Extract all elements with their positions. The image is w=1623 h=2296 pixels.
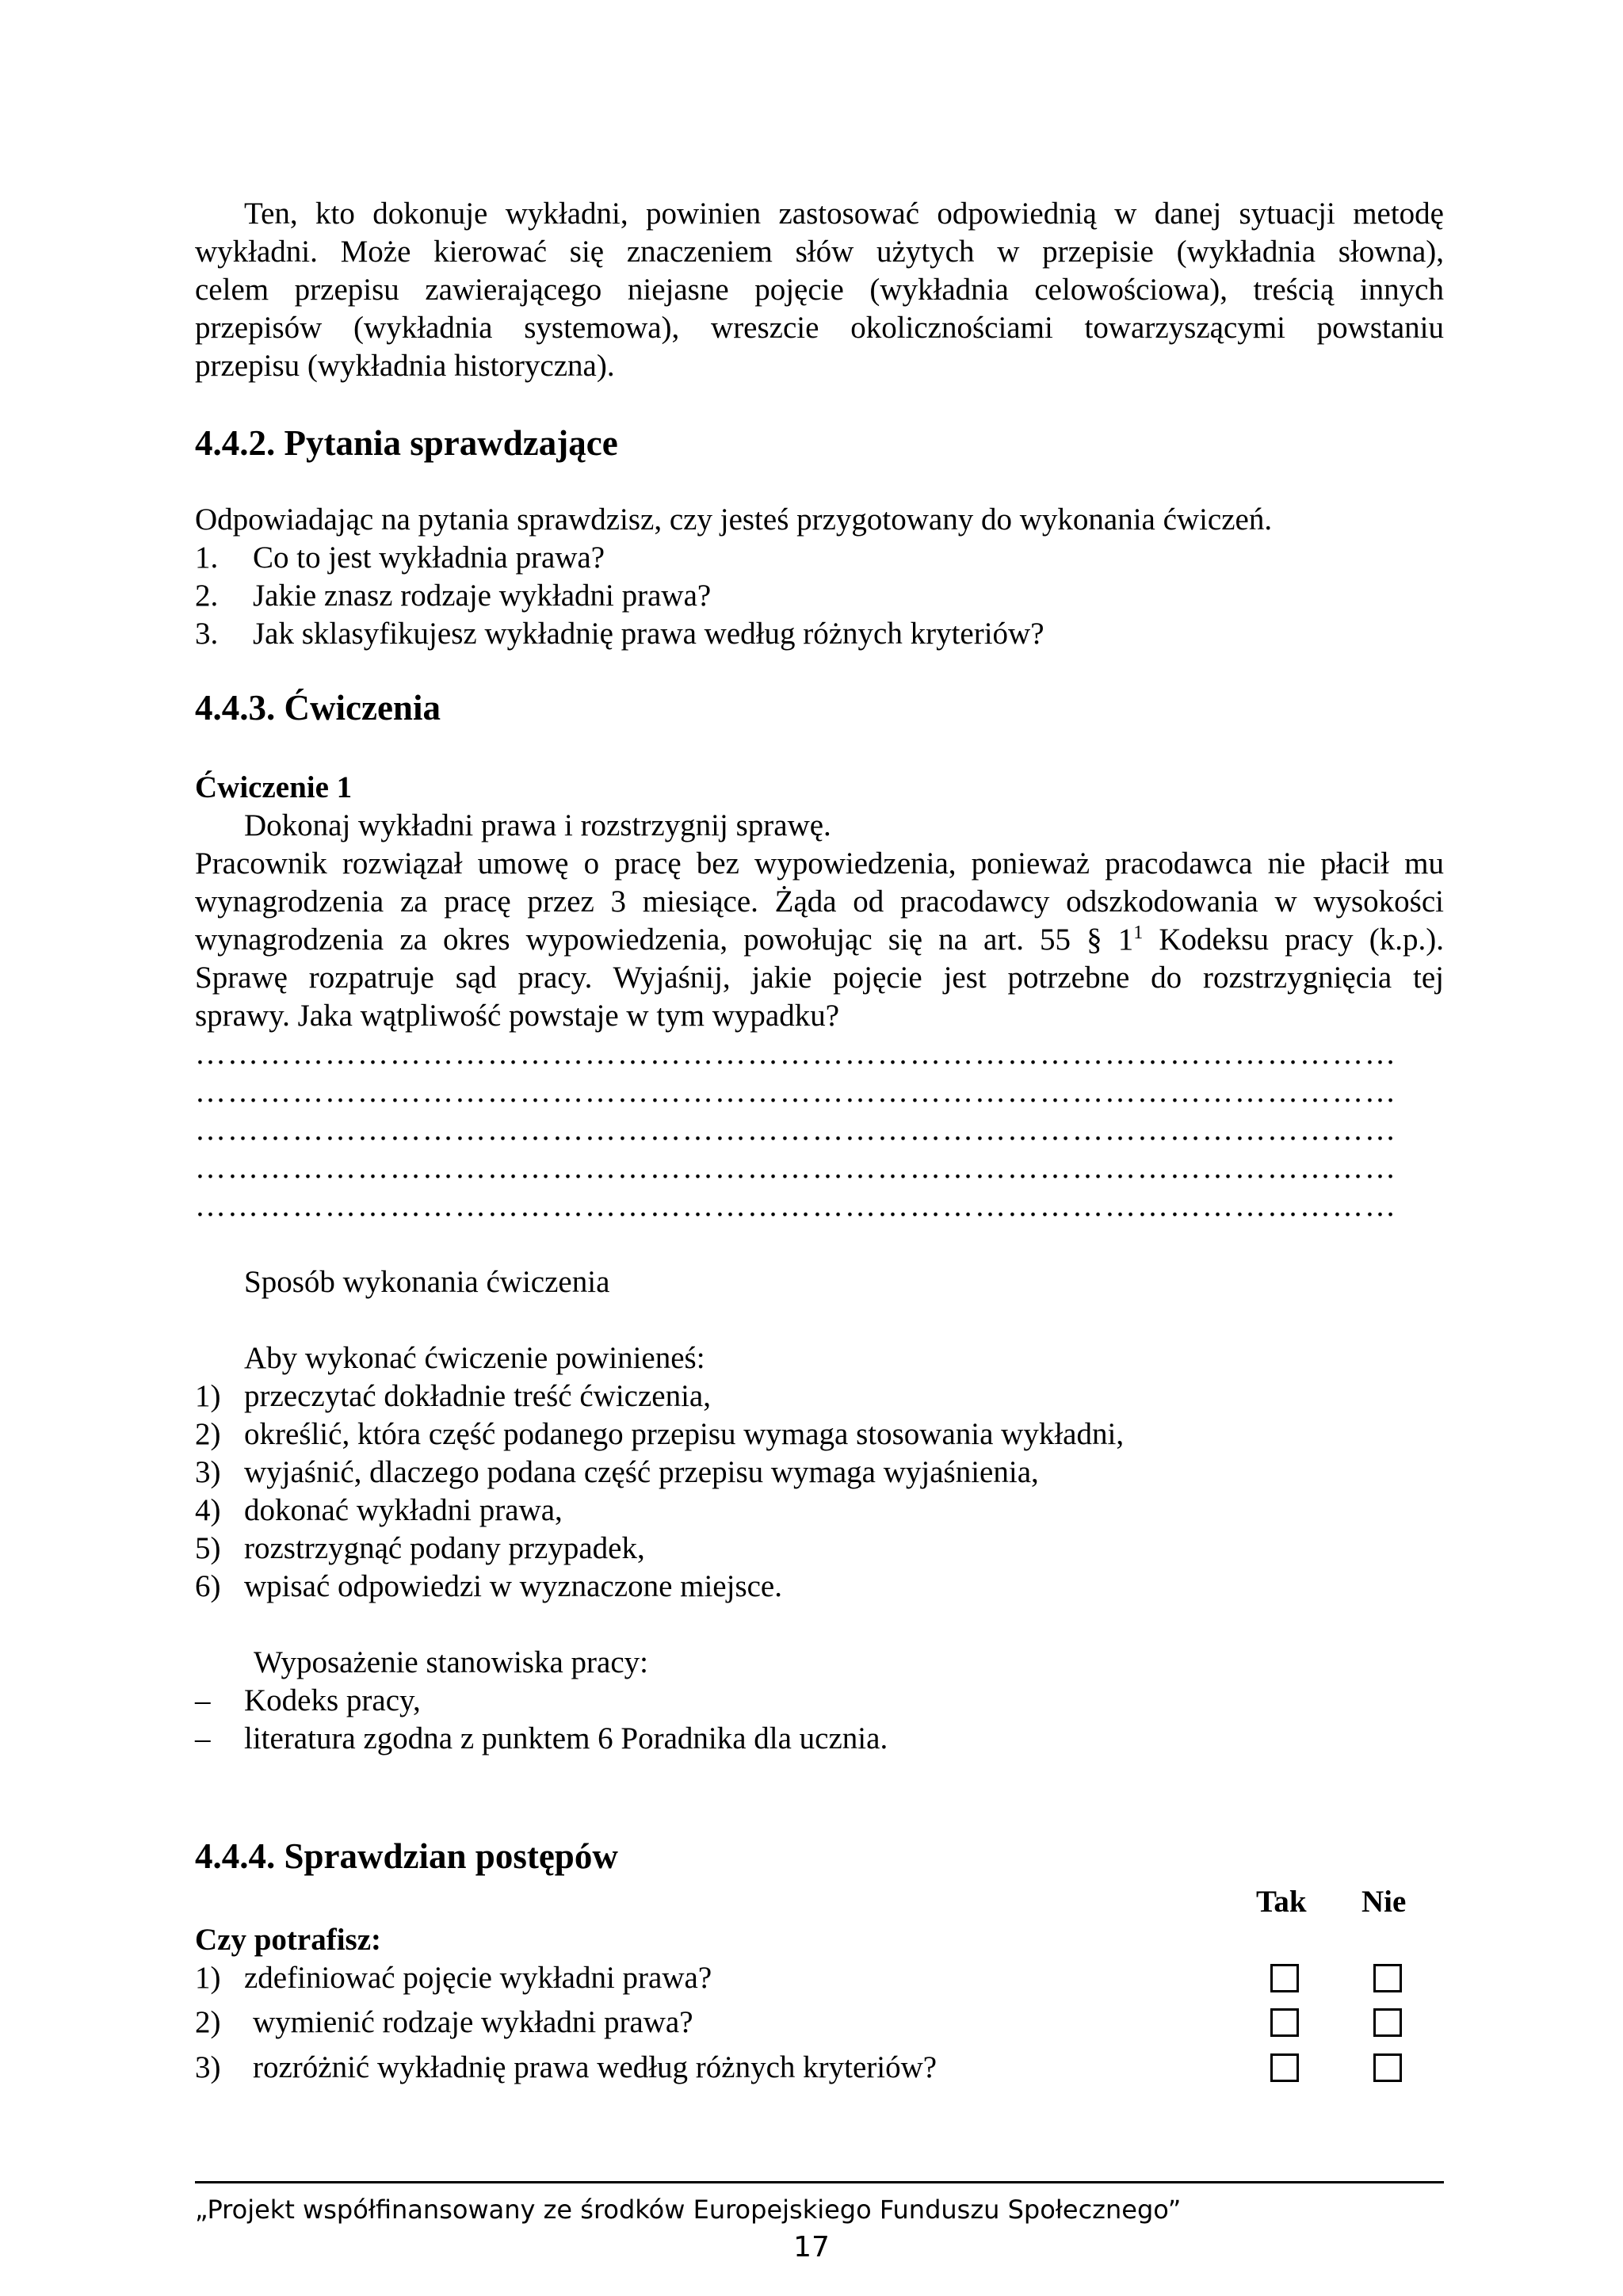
equipment-2-bullet: – — [195, 1721, 211, 1755]
steps-lead: Aby wykonać ćwiczenie powinieneś: — [244, 1341, 705, 1375]
exercise-body-line-5: sprawy. Jaka wątpliwość powstaje w tym wypadku? — [195, 999, 840, 1033]
section-443-title: 4.4.3. Ćwiczenia — [195, 688, 441, 728]
answer-line-2[interactable]: ………………………………………………………………………………………………… — [195, 1075, 1397, 1109]
exercise-body-line-3-text: wynagrodzenia za okres wypowiedzenia, powołując się na art. 55 § 1 — [195, 923, 1134, 957]
check-item-2-no-checkbox[interactable] — [1373, 2008, 1402, 2037]
step-4-number: 4) — [195, 1493, 221, 1527]
check-lead: Czy potrafisz: — [195, 1923, 382, 1957]
check-item-1-yes-checkbox[interactable] — [1270, 1964, 1299, 1992]
step-3-text: wyjaśnić, dlaczego podana część przepisu wymaga wyjaśnienia, — [244, 1455, 1039, 1489]
exercise-body-superscript: 1 — [1133, 923, 1144, 943]
intro-line-2: wykładni. Może kierować się znaczeniem słów użytych w przepisie (wykładnia słowna), — [195, 235, 1444, 269]
check-item-2-text: wymienić rodzaje wykładni prawa? — [253, 2005, 693, 2039]
step-3-number: 3) — [195, 1455, 221, 1489]
exercise-body-line-3-tail: Kodeksu pracy (k.p.). — [1143, 923, 1444, 957]
step-5-number: 5) — [195, 1531, 221, 1565]
step-4-text: dokonać wykładni prawa, — [244, 1493, 563, 1527]
step-6-text: wpisać odpowiedzi w wyznaczone miejsce. — [244, 1569, 782, 1603]
check-item-3-number: 3) — [195, 2050, 221, 2084]
question-1-number: 1. — [195, 541, 219, 575]
exercise-body-line-3 — [195, 921, 1444, 959]
exercise-body-line-4: Sprawę rozpatruje sąd pracy. Wyjaśnij, jakie pojęcie jest potrzebne do rozstrzygnięcia tej — [195, 961, 1444, 995]
exercise-body-line-2: wynagrodzenia za pracę przez 3 miesiące. Żąda od pracodawcy odszkodowania w wysokości — [195, 884, 1444, 919]
check-item-1-no-checkbox[interactable] — [1373, 1964, 1402, 1992]
intro-line-1: Ten, kto dokonuje wykładni, powinien zastosować odpowiednią w danej sytuacji metodę — [244, 197, 1444, 231]
answer-line-3[interactable]: ………………………………………………………………………………………………… — [195, 1113, 1397, 1147]
question-2-text: Jakie znasz rodzaje wykładni prawa? — [253, 579, 712, 613]
check-item-3-yes-checkbox[interactable] — [1270, 2053, 1299, 2082]
intro-line-4: przepisów (wykładnia systemowa), wreszcie okolicznościami towarzyszącymi powstaniu — [195, 311, 1444, 345]
check-item-3-no-checkbox[interactable] — [1373, 2053, 1402, 2082]
section-442-lead: Odpowiadając na pytania sprawdzisz, czy jesteś przygotowany do wykonania ćwiczeń. — [195, 502, 1273, 537]
page-number: 17 — [793, 2231, 830, 2264]
check-item-2-yes-checkbox[interactable] — [1270, 2008, 1299, 2037]
equipment-title: Wyposażenie stanowiska pracy: — [254, 1645, 648, 1679]
question-3-number: 3. — [195, 617, 219, 651]
check-item-3-text: rozróżnić wykładnię prawa według różnych kryteriów? — [253, 2050, 938, 2084]
section-444-title: 4.4.4. Sprawdzian postępów — [195, 1836, 618, 1876]
step-2-text: określić, która część podanego przepisu wymaga stosowania wykładni, — [244, 1417, 1125, 1451]
step-6-number: 6) — [195, 1569, 221, 1603]
question-1-text: Co to jest wykładnia prawa? — [253, 541, 605, 575]
question-2-number: 2. — [195, 579, 219, 613]
step-1-number: 1) — [195, 1379, 221, 1413]
exercise-body-line-1: Pracownik rozwiązał umowę o pracę bez wypowiedzenia, ponieważ pracodawca nie płacił mu — [195, 846, 1444, 881]
step-1-text: przeczytać dokładnie treść ćwiczenia, — [244, 1379, 711, 1413]
intro-line-3: celem przepisu zawierającego niejasne pojęcie (wykładnia celowościowa), treścią innych — [195, 273, 1444, 307]
check-item-1-text: zdefiniować pojęcie wykładni prawa? — [244, 1961, 712, 1995]
answer-line-4[interactable]: ………………………………………………………………………………………………… — [195, 1151, 1397, 1185]
method-title: Sposób wykonania ćwiczenia — [244, 1265, 610, 1299]
question-3-text: Jak sklasyfikujesz wykładnię prawa według różnych kryteriów? — [253, 617, 1044, 651]
step-5-text: rozstrzygnąć podany przypadek, — [244, 1531, 645, 1565]
exercise-instruction: Dokonaj wykładni prawa i rozstrzygnij sprawę. — [244, 808, 831, 842]
section-442-title: 4.4.2. Pytania sprawdzające — [195, 423, 618, 463]
answer-line-5[interactable]: ………………………………………………………………………………………………… — [195, 1189, 1397, 1223]
column-yes-header: Tak — [1256, 1885, 1307, 1919]
column-no-header: Nie — [1361, 1885, 1407, 1919]
footer-text: „Projekt współfinansowany ze środków Europejskiego Funduszu Społecznego” — [195, 2195, 1182, 2225]
intro-line-5: przepisu (wykładnia historyczna). — [195, 349, 615, 383]
footer-rule — [195, 2181, 1444, 2183]
answer-line-1[interactable]: ………………………………………………………………………………………………… — [195, 1037, 1397, 1071]
equipment-1-text: Kodeks pracy, — [244, 1683, 421, 1717]
check-item-2-number: 2) — [195, 2005, 221, 2039]
equipment-1-bullet: – — [195, 1683, 211, 1717]
check-item-1-number: 1) — [195, 1961, 221, 1995]
step-2-number: 2) — [195, 1417, 221, 1451]
exercise-title: Ćwiczenie 1 — [195, 770, 353, 804]
equipment-2-text: literatura zgodna z punktem 6 Poradnika dla ucznia. — [244, 1721, 888, 1755]
